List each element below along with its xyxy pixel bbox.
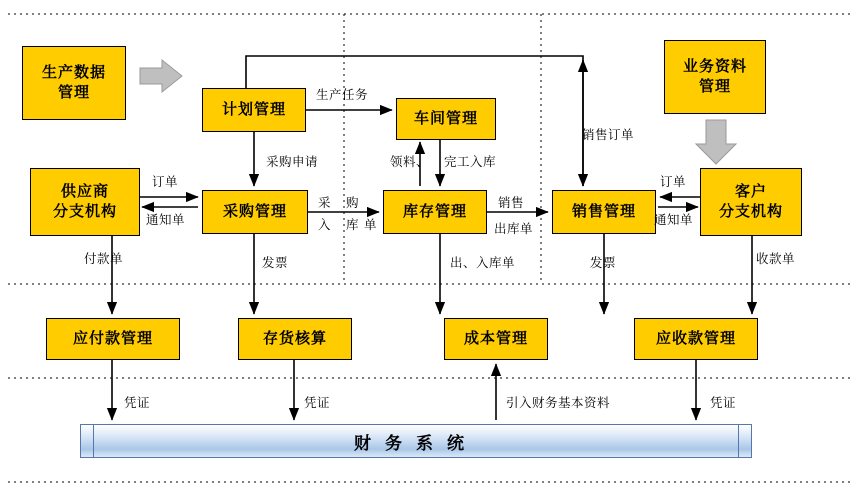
node-purchase-label: 采购管理 [222,202,287,220]
edge-label-sales-order-top: 销售订单 [582,128,635,142]
node-workshop-label: 车间管理 [413,109,478,127]
node-supplier-line1: 供应商 [60,182,109,200]
node-supplier[interactable] [30,168,140,236]
node-receivable-label: 应收款管理 [655,329,736,347]
edge-label-purchase-in-3: 入 [318,218,332,232]
edge-label-receipt-bill: 收款单 [756,252,796,266]
edge-label-supplier-notice: 通知单 [146,213,186,227]
node-sales-label: 销售管理 [571,202,636,220]
edge-label-out-bill: 出库单 [494,222,534,236]
edge-label-purchase-in-5: 单 [364,218,378,232]
edge-label-purchase-in-4: 库 [346,218,360,232]
finance-bar-left-cap [80,424,94,458]
node-customer-line2: 分支机构 [718,203,783,220]
edge-label-import-finance: 引入财务基本资料 [506,396,611,410]
node-cost-label: 成本管理 [463,329,528,347]
edge-label-customer-notice: 通知单 [654,213,694,227]
block-arrow-right [140,60,182,92]
edge-label-prod-task: 生产任务 [316,88,369,102]
edge-label-sales: 销售 [498,196,525,210]
node-supplier-line2: 分支机构 [52,203,117,220]
edge-label-supplier-order: 订单 [152,175,179,189]
node-purchase[interactable] [202,190,308,234]
finance-bar-right-cap [738,424,752,458]
edge-label-voucher-1: 凭证 [124,396,151,410]
edge-label-customer-order: 订单 [660,175,687,189]
edge-label-finish-in: 完工入库 [444,155,497,169]
edge-label-voucher-2: 凭证 [304,396,331,410]
node-biz-data-line1: 业务资料 [682,57,747,75]
node-biz-data-line2: 管理 [698,78,731,95]
node-sales[interactable] [552,190,656,234]
node-payable[interactable] [46,318,180,360]
node-prod-data-line1: 生产数据 [41,63,106,81]
node-plan-label: 计划管理 [221,100,286,118]
node-payable-label: 应付款管理 [72,329,153,347]
edge-label-pick-material: 领料、 [390,155,430,169]
block-arrow-down [696,120,736,164]
edge-label-invoice-left: 发票 [262,256,289,270]
edge-label-invoice-right: 发票 [590,256,617,270]
node-biz-data[interactable] [664,40,766,114]
node-inventory[interactable] [383,190,487,234]
edge-label-voucher-3: 凭证 [710,396,737,410]
node-stock-accounting[interactable] [238,318,352,360]
edge-label-pay-bill: 付款单 [84,252,124,266]
node-prod-data[interactable] [22,46,126,120]
finance-system-label: 财务系统 [354,433,478,453]
node-customer[interactable] [700,168,802,236]
node-workshop[interactable] [396,98,496,140]
node-stock-accounting-label: 存货核算 [262,329,327,347]
node-plan[interactable] [202,88,306,132]
node-customer-line1: 客户 [734,182,767,200]
node-inventory-label: 库存管理 [402,202,467,220]
node-receivable[interactable] [634,318,758,360]
node-cost[interactable] [444,318,548,360]
edge-label-purchase-in-2: 购 [346,196,360,210]
edge-label-in-out-bill: 出、入库单 [450,256,516,270]
node-prod-data-line2: 管理 [57,84,90,101]
edge-label-purchase-apply: 采购申请 [266,155,319,169]
edge-label-purchase-in-1: 采 [318,196,332,210]
node-finance-system[interactable] [80,424,752,458]
